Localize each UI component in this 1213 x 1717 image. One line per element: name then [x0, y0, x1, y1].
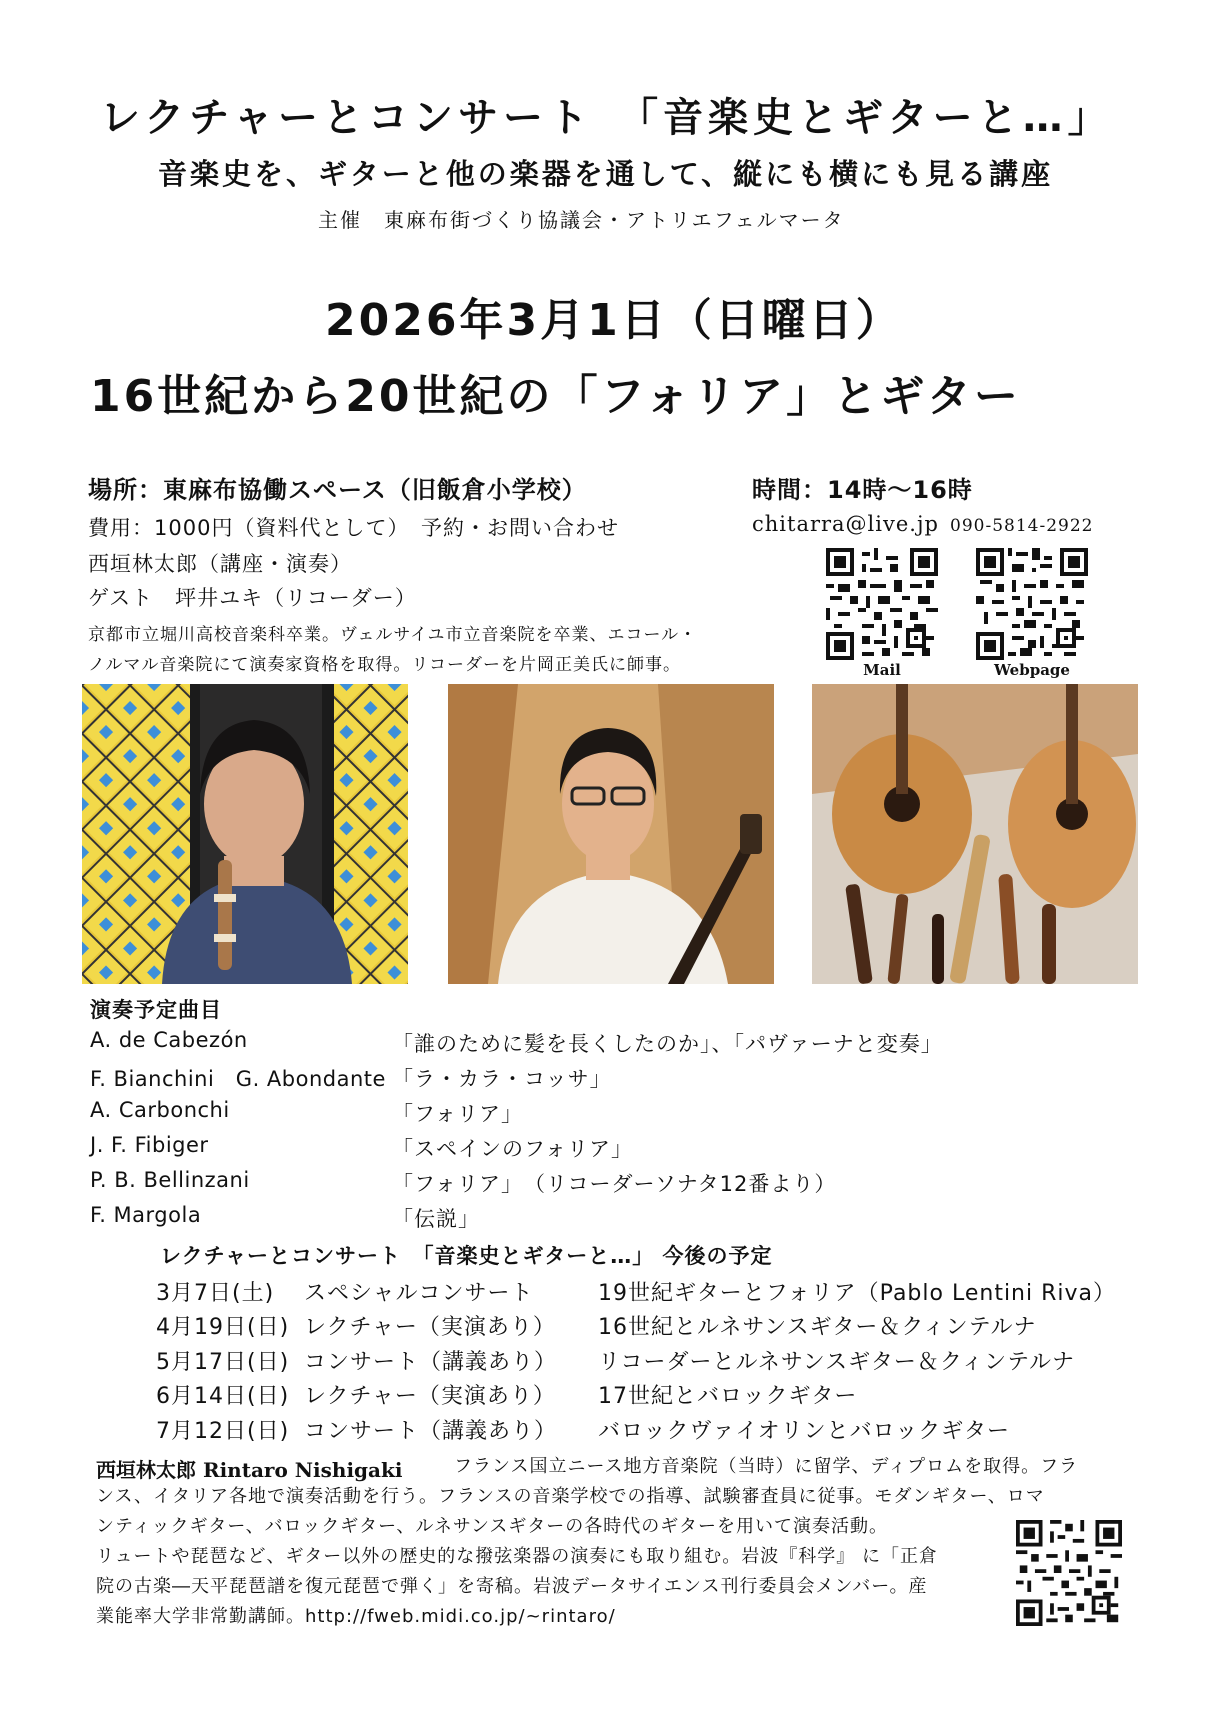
program-composer: P. B. Bellinzani: [90, 1168, 250, 1192]
schedule-topic: 19世紀ギターとフォリア（Pablo Lentini Riva）: [598, 1281, 1117, 1306]
photo-instruments: [812, 684, 1138, 984]
fee: 費用：1000円（資料代として） 予約・お問い合わせ: [88, 516, 619, 540]
program-composer: F. Bianchini G. Abondante: [90, 1067, 386, 1091]
program-composer: J. F. Fibiger: [90, 1133, 209, 1157]
schedule-date: 3月7日(土): [156, 1281, 275, 1306]
guest: ゲスト 坪井ユキ（リコーダー）: [88, 586, 417, 610]
schedule-type: レクチャー（実演あり）: [304, 1315, 556, 1340]
schedule-topic: バロックヴァイオリンとバロックギター: [598, 1419, 1011, 1444]
program-title: 「誰のために髪を長くしたのか」、「パヴァーナと変奏」: [392, 1032, 943, 1056]
bio-line: ンティックギター、バロックギター、ルネサンスギターの各時代のギターを用いて演奏活動。: [96, 1516, 889, 1537]
schedule-date: 6月14日(日): [156, 1384, 290, 1409]
schedule-date: 5月17日(日): [156, 1350, 290, 1375]
schedule-type: スペシャルコンサート: [304, 1281, 534, 1306]
bio-name: 西垣林太郎 Rintaro Nishigaki: [96, 1458, 403, 1482]
program-title: 「フォリア」 （リコーダーソナタ12番より）: [392, 1172, 837, 1196]
program-composer: A. de Cabezón: [90, 1028, 248, 1052]
bio-line: ンス、イタリア各地で演奏活動を行う。フランスの音楽学校での指導、試験審査員に従事。モダンギター、ロマ: [96, 1486, 1045, 1507]
webpage-qr-label: Webpage: [994, 661, 1070, 679]
guest-bio-line2: ノルマル音楽院にて演奏家資格を取得。リコーダーを片岡正美氏に師事。: [88, 655, 681, 675]
program-composer: A. Carbonchi: [90, 1098, 230, 1122]
event-theme: 16世紀から20世紀の「フォリア」とギター: [90, 371, 1021, 422]
webpage-qr-code[interactable]: [976, 548, 1088, 660]
program-title: 「フォリア」: [392, 1102, 523, 1126]
schedule-heading: レクチャーとコンサート 「音楽史とギターと…」 今後の予定: [160, 1244, 773, 1268]
schedule-type: コンサート（講義あり）: [304, 1350, 558, 1375]
guest-bio-line1: 京都市立堀川高校音楽科卒業。ヴェルサイユ市立音楽院を卒業、エコール・: [88, 625, 698, 645]
main-title: レクチャーとコンサート 「音楽史とギターと…」: [100, 95, 1113, 141]
contact-email[interactable]: chitarra@live.jp: [752, 512, 939, 536]
program-title: 「スペインのフォリア」: [392, 1137, 633, 1161]
bio-qr-code[interactable]: [1016, 1520, 1122, 1626]
subtitle: 音楽史を、ギターと他の楽器を通して、縦にも横にも見る講座: [158, 157, 1054, 191]
program-heading: 演奏予定曲目: [90, 998, 222, 1022]
schedule-topic: 17世紀とバロックギター: [598, 1384, 858, 1409]
mail-qr-label: Mail: [863, 661, 901, 679]
program-title: 「伝説」: [392, 1207, 480, 1231]
schedule-type: レクチャー（実演あり）: [304, 1384, 556, 1409]
schedule-date: 4月19日(日): [156, 1315, 290, 1340]
schedule-date: 7月12日(日): [156, 1419, 290, 1444]
bio-line: 院の古楽―天平琵琶譜を復元琵琶で弾く」を寄稿。岩波データサイエンス刊行委員会メンバー。産: [96, 1576, 928, 1597]
event-date: 2026年3月1日（日曜日）: [325, 295, 903, 346]
schedule-topic: 16世紀とルネサンスギター＆クィンテルナ: [598, 1315, 1037, 1340]
program-composer: F. Margola: [90, 1203, 202, 1227]
bio-line: リュートや琵琶など、ギター以外の歴史的な撥弦楽器の演奏にも取り組む。岩波『科学』 に「正倉: [96, 1546, 938, 1567]
bio-line: フランス国立ニース地方音楽院（当時）に留学、ディプロムを取得。フラ: [454, 1456, 1079, 1477]
event-time: 時間：14時～16時: [752, 476, 973, 504]
contact-phone: 090-5814-2922: [950, 516, 1094, 536]
organizer: 主催 東麻布街づくり協議会・アトリエフェルマータ: [318, 208, 845, 232]
bio-line[interactable]: 業能率大学非常勤講師。http://fweb.midi.co.jp/~rintaro/: [96, 1606, 616, 1627]
performer: 西垣林太郎（講座・演奏）: [88, 552, 352, 576]
photo-recorder-player: [82, 684, 408, 984]
photo-guitarist: [448, 684, 774, 984]
venue: 場所：東麻布協働スペース（旧飯倉小学校）: [88, 476, 587, 504]
schedule-topic: リコーダーとルネサンスギター＆クィンテルナ: [598, 1350, 1076, 1375]
mail-qr-code[interactable]: [826, 548, 938, 660]
schedule-type: コンサート（講義あり）: [304, 1419, 558, 1444]
program-title: 「ラ・カラ・コッサ」: [392, 1067, 612, 1091]
